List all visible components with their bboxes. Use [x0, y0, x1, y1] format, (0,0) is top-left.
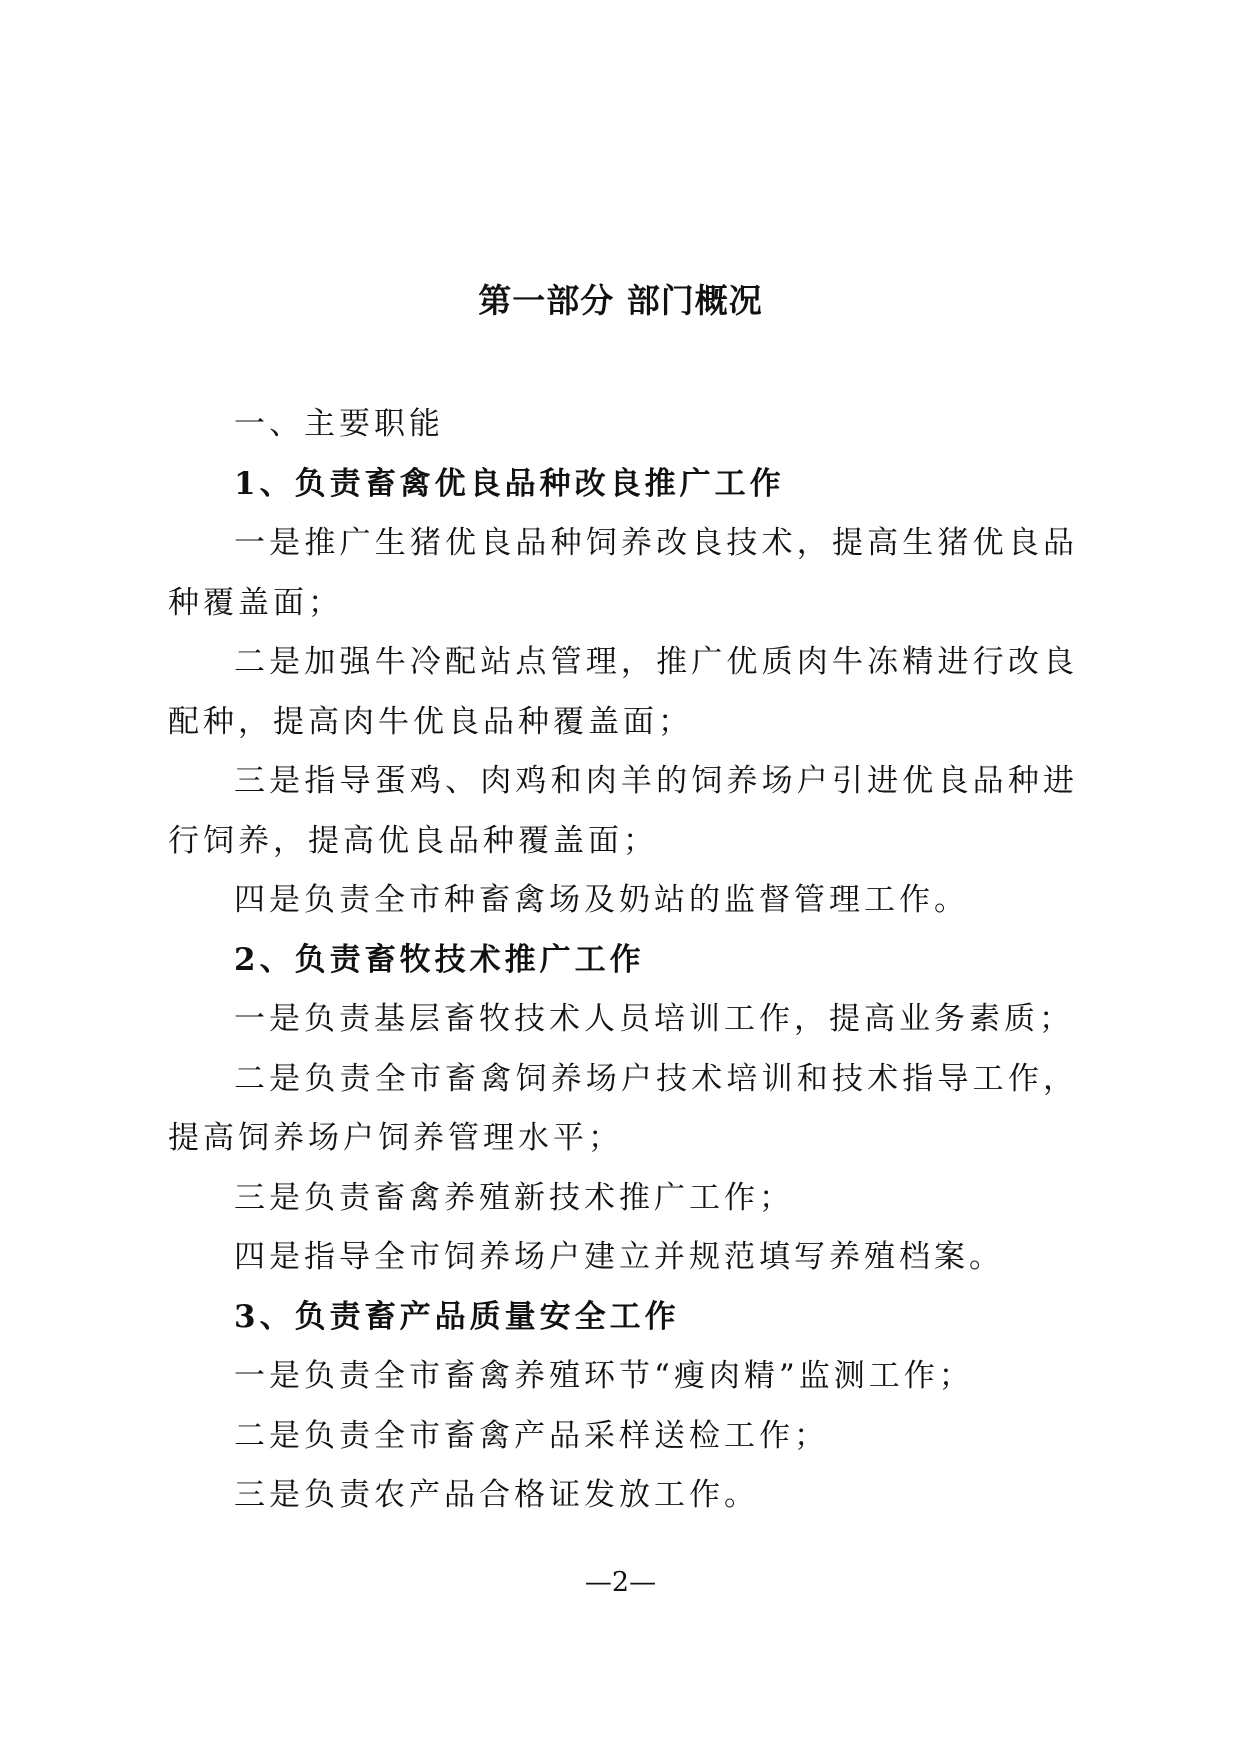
duty-heading-2: 2、负责畜牧技术推广工作: [234, 941, 645, 978]
paragraph: 一是负责全市畜禽养殖环节“瘦肉精”监测工作；: [234, 1358, 974, 1394]
paragraph: 四是指导全市饲养场户建立并规范填写养殖档案。: [234, 1239, 1004, 1275]
duty-heading-3: 3、负责畜产品质量安全工作: [234, 1298, 680, 1335]
paragraph: 二是负责全市畜禽饲养场户技术培训和技术指导工作，提高饲养场户饲养管理水平；: [168, 1060, 1078, 1156]
paragraph: 二是加强牛冷配站点管理，推广优质肉牛冻精进行改良配种，提高肉牛优良品种覆盖面；: [168, 644, 1078, 740]
page-title: 第一部分 部门概况: [478, 281, 763, 320]
body-text: [168, 395, 1078, 1526]
paragraph: 一是推广生猪优良品种饲养改良技术，提高生猪优良品种覆盖面；: [168, 525, 1078, 621]
paragraph: 三是负责农产品合格证发放工作。: [234, 1477, 759, 1513]
page-number: —2—: [584, 1567, 657, 1598]
paragraph: 三是负责畜禽养殖新技术推广工作；: [234, 1179, 794, 1216]
section-heading: 一、主要职能: [234, 406, 444, 442]
paragraph: 一是负责基层畜牧技术人员培训工作，提高业务素质；: [234, 1001, 1074, 1037]
paragraph: 四是负责全市种畜禽场及奶站的监督管理工作。: [234, 882, 969, 918]
paragraph: 二是负责全市畜禽产品采样送检工作；: [234, 1417, 829, 1454]
duty-heading-1: 1、负责畜禽优良品种改良推广工作: [234, 465, 785, 502]
paragraph: 三是指导蛋鸡、肉鸡和肉羊的饲养场户引进优良品种进行饲养，提高优良品种覆盖面；: [168, 763, 1078, 859]
